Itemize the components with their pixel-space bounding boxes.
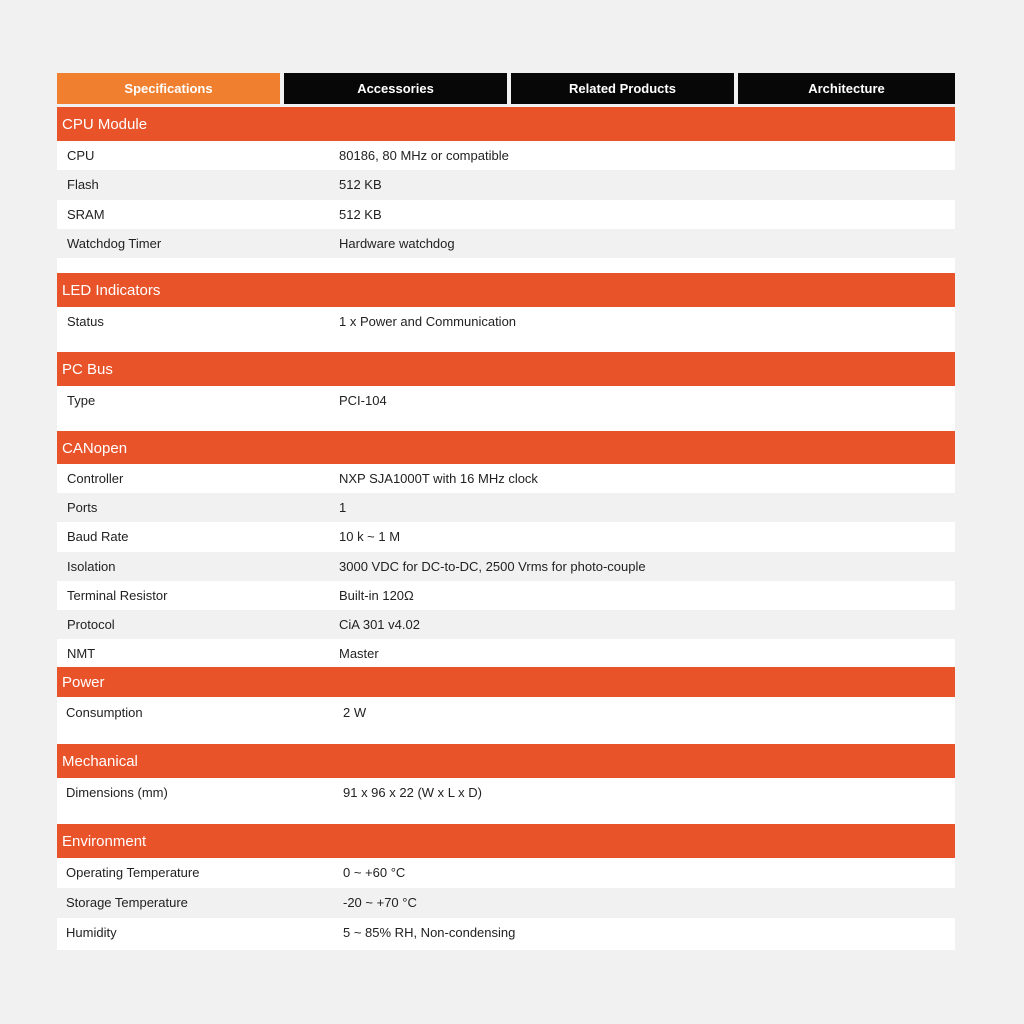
spec-value: CiA 301 v4.02 — [339, 617, 420, 632]
spec-value: Hardware watchdog — [339, 235, 455, 251]
spec-label: Consumption — [66, 705, 143, 720]
spec-label: Humidity — [66, 925, 117, 940]
spec-label: Baud Rate — [67, 529, 129, 545]
section-rows-pc-bus — [57, 386, 955, 431]
spec-value: -20 ~ +70 °C — [343, 895, 417, 910]
spec-row — [57, 778, 955, 808]
section-rows-mechanical — [57, 778, 955, 824]
spec-row — [57, 464, 955, 493]
spec-row — [57, 307, 955, 336]
spec-row — [57, 493, 955, 522]
spec-row — [57, 229, 955, 258]
spec-value: 80186, 80 MHz or compatible — [339, 148, 509, 163]
section-header-led-indicators: LED Indicators — [57, 273, 955, 307]
spec-label: Isolation — [67, 558, 116, 574]
spec-tabs — [57, 73, 955, 104]
spec-value: 1 x Power and Communication — [339, 314, 517, 329]
spec-value: 512 KB — [339, 206, 382, 222]
spec-label: Status — [67, 314, 104, 329]
section-header-pc-bus: PC Bus — [57, 352, 955, 386]
spec-label: CPU — [67, 148, 95, 163]
section-header-environment: Environment — [57, 824, 955, 858]
spec-value: 1 — [339, 500, 347, 516]
spec-label: Ports — [67, 500, 98, 516]
spec-row — [57, 918, 955, 948]
spec-value: 91 x 96 x 22 (W x L x D) — [343, 785, 482, 800]
spec-value: PCI-104 — [339, 393, 387, 408]
section-rows-canopen — [57, 464, 955, 667]
spec-row — [57, 610, 955, 639]
spec-label: Watchdog Timer — [67, 235, 162, 251]
spec-row — [57, 552, 955, 581]
spec-row — [57, 170, 955, 199]
tab-architecture[interactable]: Architecture — [738, 73, 955, 104]
spec-label: Flash — [67, 177, 99, 193]
spec-value: NXP SJA1000T with 16 MHz clock — [339, 471, 538, 486]
tab-accessories[interactable]: Accessories — [284, 73, 507, 104]
spec-value: 3000 VDC for DC-to-DC, 2500 Vrms for photo-couple — [339, 558, 646, 574]
section-rows-cpu-module — [57, 141, 955, 273]
spec-row — [57, 888, 955, 918]
spec-row — [57, 141, 955, 170]
spec-value: 0 ~ +60 °C — [343, 865, 406, 880]
spec-label: Controller — [67, 471, 124, 486]
spec-label: Dimensions (mm) — [66, 785, 168, 800]
spec-label: Terminal Resistor — [67, 587, 168, 603]
spec-label: Type — [67, 393, 96, 408]
tab-specifications[interactable]: Specifications — [57, 73, 280, 104]
section-rows-power — [57, 697, 955, 744]
spec-value: Master — [339, 646, 379, 662]
spec-row — [57, 858, 955, 888]
spec-row — [57, 386, 955, 415]
spec-value: 2 W — [343, 705, 367, 720]
section-header-power: Power — [57, 667, 955, 697]
tab-related-products[interactable]: Related Products — [511, 73, 734, 104]
spec-row — [57, 522, 955, 551]
section-header-cpu-module: CPU Module — [57, 107, 955, 141]
section-header-canopen: CANopen — [57, 431, 955, 465]
section-rows-environment — [57, 858, 955, 950]
section-header-mechanical: Mechanical — [57, 744, 955, 778]
spec-value: Built-in 120Ω — [339, 587, 414, 603]
spec-row — [57, 639, 955, 668]
spec-value: 5 ~ 85% RH, Non-condensing — [343, 925, 516, 940]
spec-label: SRAM — [67, 206, 105, 222]
spec-label: Operating Temperature — [66, 865, 200, 880]
spec-value: 512 KB — [339, 177, 382, 193]
spec-label: Protocol — [67, 617, 115, 632]
section-rows-led-indicators — [57, 307, 955, 352]
spec-row — [57, 697, 955, 729]
spec-value: 10 k ~ 1 M — [339, 529, 401, 545]
spec-label: NMT — [67, 646, 96, 662]
spec-label: Storage Temperature — [66, 895, 188, 910]
spec-row — [57, 200, 955, 229]
spec-row — [57, 581, 955, 610]
